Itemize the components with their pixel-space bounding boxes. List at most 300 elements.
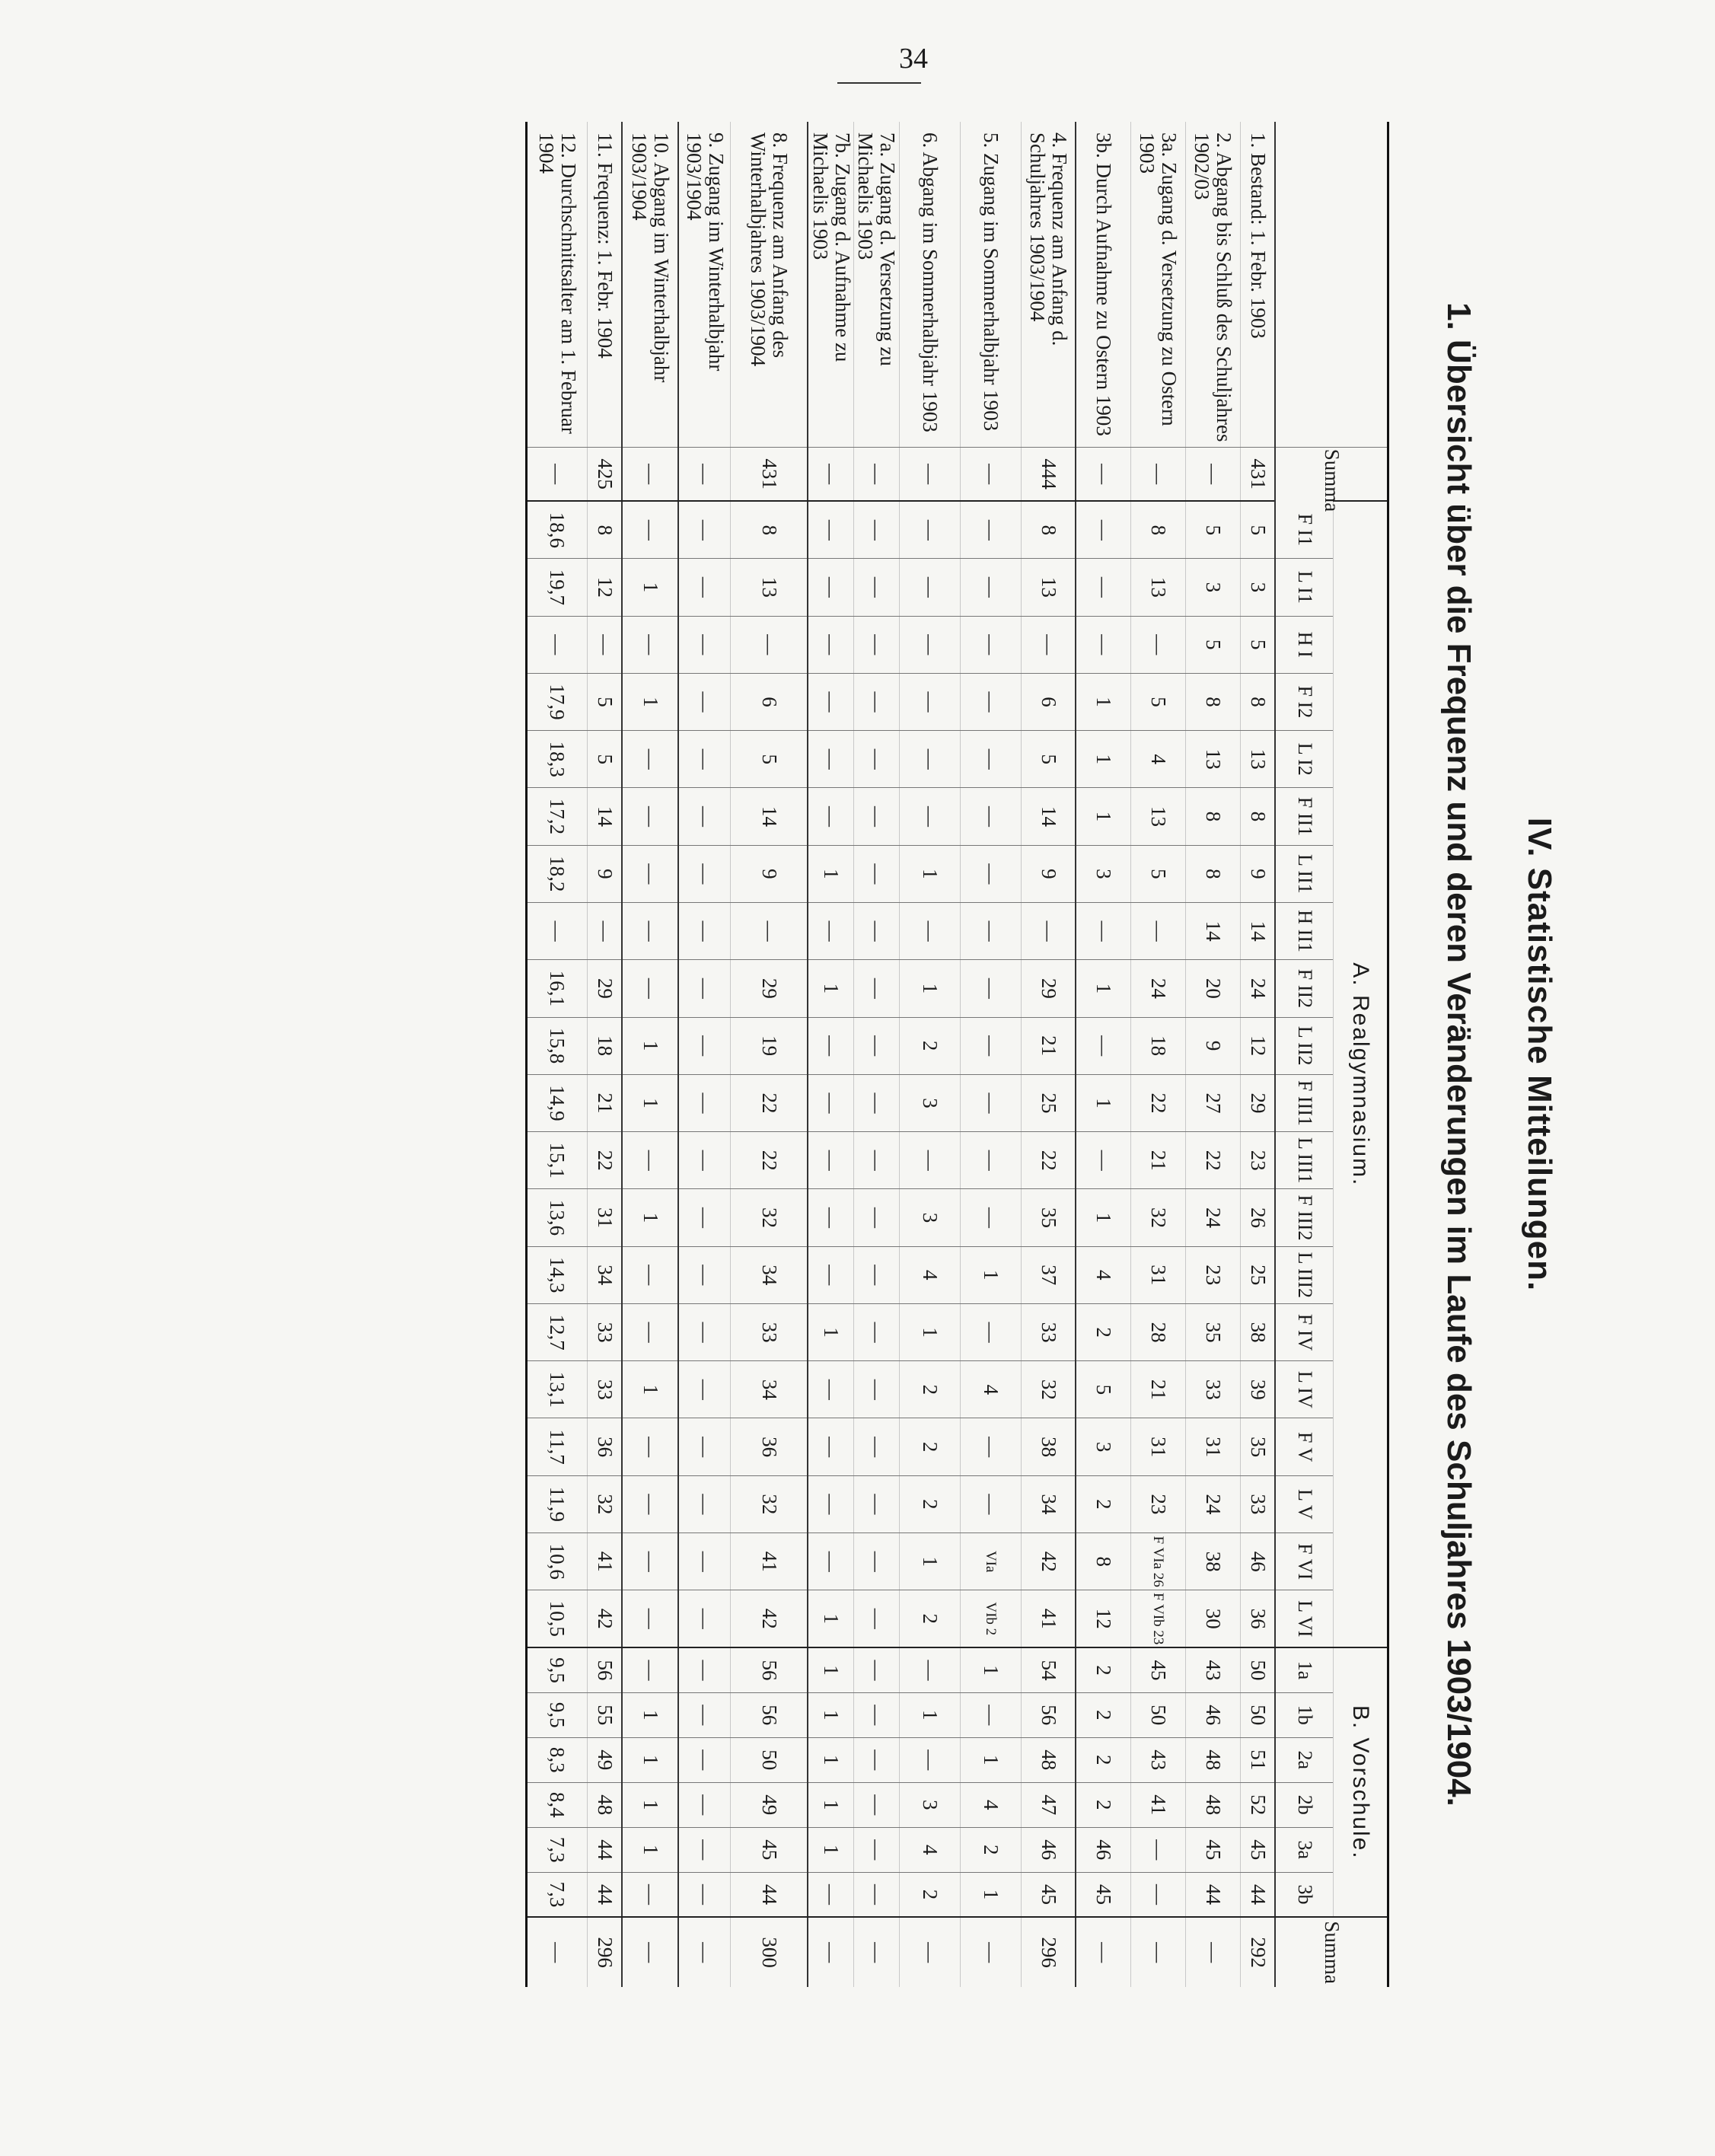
value-cell: 33 <box>588 1303 623 1360</box>
value-cell: 38 <box>1241 1303 1276 1360</box>
value-cell: — <box>679 731 731 788</box>
row-label <box>854 122 900 447</box>
value-cell: 22 <box>731 1132 808 1189</box>
value-cell: 44 <box>1241 1872 1276 1917</box>
value-cell: — <box>623 1590 679 1647</box>
value-cell: — <box>623 845 679 902</box>
value-cell: — <box>1022 902 1076 959</box>
value-cell: 9 <box>1241 845 1276 902</box>
class-header: 2b <box>1276 1782 1334 1827</box>
value-cell: 32 <box>731 1475 808 1532</box>
value-cell: 5 <box>1131 845 1186 902</box>
class-header: L I2 <box>1276 731 1334 788</box>
value-cell: 37 <box>1022 1246 1076 1303</box>
value-cell: — <box>854 1132 900 1189</box>
value-cell: 18 <box>588 1017 623 1074</box>
row-label <box>1131 122 1186 447</box>
table-title: 1. Übersicht über die Frequenz und deren Veränderungen im Laufe des Schuljahres 1903/1904. <box>1440 302 1478 1807</box>
summa-cell-right: 296 <box>1022 1917 1076 1987</box>
value-cell: 32 <box>588 1475 623 1532</box>
value-cell: — <box>623 1246 679 1303</box>
value-cell: 54 <box>1022 1647 1076 1692</box>
value-cell: — <box>900 673 961 730</box>
row-label <box>1076 122 1131 447</box>
value-cell: 6 <box>1022 673 1076 730</box>
value-cell: 2 <box>961 1827 1022 1872</box>
value-cell: 1 <box>623 559 679 616</box>
value-cell: 43 <box>1186 1647 1241 1692</box>
value-cell: — <box>679 1827 731 1872</box>
value-cell: 36 <box>1241 1590 1276 1647</box>
row-label <box>1241 122 1276 447</box>
value-cell: 29 <box>1241 1074 1276 1131</box>
value-cell: — <box>623 1647 679 1692</box>
value-cell: — <box>961 501 1022 558</box>
rotated-document <box>4 122 1633 1987</box>
value-cell: — <box>679 1590 731 1647</box>
value-cell: 10,5 <box>527 1590 588 1647</box>
value-cell: — <box>808 1246 854 1303</box>
value-cell: — <box>623 1303 679 1360</box>
value-cell: — <box>961 1418 1022 1475</box>
value-cell: 33 <box>1241 1475 1276 1532</box>
value-cell: 2 <box>1076 1475 1131 1532</box>
value-cell: 1 <box>808 1737 854 1782</box>
value-cell: 46 <box>1241 1533 1276 1590</box>
row-label <box>623 122 679 447</box>
value-cell: 14,9 <box>527 1074 588 1131</box>
value-cell: 50 <box>731 1737 808 1782</box>
value-cell: — <box>623 1533 679 1590</box>
value-cell: 5 <box>1131 673 1186 730</box>
value-cell: 1 <box>1076 960 1131 1017</box>
page-number: 34 <box>899 43 928 75</box>
value-cell: 35 <box>1241 1418 1276 1475</box>
value-cell: 48 <box>1186 1782 1241 1827</box>
value-cell: — <box>854 673 900 730</box>
value-cell: 1 <box>623 1692 679 1737</box>
value-cell: — <box>679 1782 731 1827</box>
value-cell: — <box>623 1872 679 1917</box>
value-cell: — <box>731 616 808 673</box>
value-cell: 4 <box>1076 1246 1131 1303</box>
value-cell: 46 <box>1186 1692 1241 1737</box>
value-cell: — <box>961 960 1022 1017</box>
value-cell: 2 <box>900 1418 961 1475</box>
value-cell: 2 <box>900 1590 961 1647</box>
value-cell: 29 <box>588 960 623 1017</box>
value-cell: 1 <box>808 960 854 1017</box>
value-cell: 23 <box>1241 1132 1276 1189</box>
value-cell: 10,6 <box>527 1533 588 1590</box>
value-cell: — <box>623 902 679 959</box>
value-cell: 3 <box>900 1189 961 1246</box>
class-header: F II1 <box>1276 788 1334 845</box>
row-label-text: 2. Abgang bis Schluß des Schuljahres 1902/03 <box>1191 132 1236 442</box>
value-cell: 14,3 <box>527 1246 588 1303</box>
value-cell: — <box>679 1418 731 1475</box>
class-header: 1a <box>1276 1647 1334 1692</box>
value-cell: 3 <box>1076 845 1131 902</box>
value-cell: — <box>679 1017 731 1074</box>
value-cell: 49 <box>588 1737 623 1782</box>
value-cell: 21 <box>1131 1132 1186 1189</box>
value-cell: — <box>900 559 961 616</box>
value-cell: — <box>808 1361 854 1418</box>
value-cell: VIa <box>961 1533 1022 1590</box>
value-cell: 29 <box>731 960 808 1017</box>
value-cell: 48 <box>1022 1737 1076 1782</box>
value-cell: 1 <box>1076 788 1131 845</box>
value-cell: 38 <box>1022 1418 1076 1475</box>
value-cell: 1 <box>1076 1189 1131 1246</box>
value-cell: 4 <box>961 1361 1022 1418</box>
summa-cell: 444 <box>1022 447 1076 501</box>
value-cell: 1 <box>623 1737 679 1782</box>
summa-cell-right: — <box>808 1917 854 1987</box>
value-cell: 17,2 <box>527 788 588 845</box>
value-cell: 12 <box>1241 1017 1276 1074</box>
value-cell: 3 <box>900 1782 961 1827</box>
class-header: L I1 <box>1276 559 1334 616</box>
value-cell: — <box>1076 902 1131 959</box>
value-cell: — <box>808 1074 854 1131</box>
value-cell: — <box>854 1303 900 1360</box>
value-cell: 5 <box>1022 731 1076 788</box>
value-cell: — <box>679 1475 731 1532</box>
summa-header: Summa <box>1276 447 1388 501</box>
value-cell: — <box>900 731 961 788</box>
value-cell: 32 <box>1131 1189 1186 1246</box>
value-cell: 45 <box>1131 1647 1186 1692</box>
value-cell: 33 <box>588 1361 623 1418</box>
value-cell: — <box>679 1872 731 1917</box>
value-cell: 1 <box>1076 1074 1131 1131</box>
value-cell: 34 <box>588 1246 623 1303</box>
table-row <box>900 122 961 1987</box>
value-cell: — <box>854 1782 900 1827</box>
value-cell: — <box>961 559 1022 616</box>
table-row <box>731 122 808 1987</box>
value-cell: 55 <box>588 1692 623 1737</box>
summa-cell: — <box>623 447 679 501</box>
value-cell: — <box>854 1590 900 1647</box>
value-cell: 22 <box>1022 1132 1076 1189</box>
value-cell: 21 <box>1022 1017 1076 1074</box>
value-cell: F VIa 26 <box>1131 1533 1186 1590</box>
value-cell: 12 <box>1076 1590 1131 1647</box>
class-header: 2a <box>1276 1737 1334 1782</box>
value-cell: — <box>679 960 731 1017</box>
row-label <box>900 122 961 447</box>
value-cell: 27 <box>1186 1074 1241 1131</box>
summa-cell: — <box>1186 447 1241 501</box>
value-cell: 16,1 <box>527 960 588 1017</box>
summa-cell: 431 <box>731 447 808 501</box>
value-cell: — <box>731 902 808 959</box>
value-cell: — <box>679 1361 731 1418</box>
value-cell: — <box>808 501 854 558</box>
value-cell: 36 <box>588 1418 623 1475</box>
value-cell: 22 <box>1131 1074 1186 1131</box>
summa-cell-right: — <box>1076 1917 1131 1987</box>
value-cell: — <box>623 501 679 558</box>
class-header: F III1 <box>1276 1074 1334 1131</box>
value-cell: 11,9 <box>527 1475 588 1532</box>
value-cell: — <box>808 1132 854 1189</box>
value-cell: 32 <box>1022 1361 1076 1418</box>
value-cell: — <box>854 501 900 558</box>
value-cell: 49 <box>731 1782 808 1827</box>
row-label-text: 3a. Zugang d. Versetzung zu Ostern 1903 <box>1136 132 1181 426</box>
value-cell: 1 <box>900 1692 961 1737</box>
value-cell: 34 <box>1022 1475 1076 1532</box>
row-label-text: 5. Zugang im Sommerhalbjahr 1903 <box>980 132 1003 432</box>
value-cell: 9,5 <box>527 1692 588 1737</box>
value-cell: — <box>854 1418 900 1475</box>
value-cell: 1 <box>900 1303 961 1360</box>
table-row <box>527 122 588 1987</box>
value-cell: 20 <box>1186 960 1241 1017</box>
group-a-header: A. Realgymnasium. <box>1334 501 1388 1647</box>
value-cell: 1 <box>808 845 854 902</box>
value-cell: — <box>623 616 679 673</box>
summa-cell: — <box>1076 447 1131 501</box>
value-cell: — <box>854 1074 900 1131</box>
value-cell: — <box>854 1189 900 1246</box>
value-cell: 22 <box>588 1132 623 1189</box>
value-cell: — <box>808 559 854 616</box>
value-cell: 12,7 <box>527 1303 588 1360</box>
value-cell: 31 <box>1186 1418 1241 1475</box>
value-cell: — <box>854 1827 900 1872</box>
value-cell: 31 <box>1131 1418 1186 1475</box>
value-cell: 8 <box>1076 1533 1131 1590</box>
value-cell: 31 <box>1131 1246 1186 1303</box>
value-cell: — <box>1076 1132 1131 1189</box>
class-header: L II2 <box>1276 1017 1334 1074</box>
value-cell: — <box>1076 559 1131 616</box>
value-cell: — <box>808 616 854 673</box>
row-label <box>808 122 854 447</box>
value-cell: 2 <box>900 1475 961 1532</box>
table-row <box>679 122 731 1987</box>
value-cell: — <box>854 902 900 959</box>
value-cell: — <box>854 788 900 845</box>
value-cell: 7,3 <box>527 1827 588 1872</box>
value-cell: 33 <box>1022 1303 1076 1360</box>
value-cell: 43 <box>1131 1737 1186 1782</box>
value-cell: 8 <box>1131 501 1186 558</box>
value-cell: 8 <box>1186 673 1241 730</box>
value-cell: — <box>679 1737 731 1782</box>
value-cell: — <box>961 1132 1022 1189</box>
value-cell: — <box>900 902 961 959</box>
class-header: 3b <box>1276 1872 1334 1917</box>
value-cell: — <box>854 1017 900 1074</box>
table-row <box>1131 122 1186 1987</box>
value-cell: 2 <box>1076 1782 1131 1827</box>
row-label-text: 9. Zugang im Winterhalbjahr 1903/1904 <box>682 132 728 372</box>
summa-header-right: Summa <box>1276 1917 1388 1987</box>
value-cell: 45 <box>1186 1827 1241 1872</box>
value-cell: 8 <box>1186 788 1241 845</box>
value-cell: 56 <box>731 1647 808 1692</box>
value-cell: — <box>961 902 1022 959</box>
value-cell: — <box>808 1533 854 1590</box>
value-cell: — <box>854 1533 900 1590</box>
value-cell: 41 <box>588 1533 623 1590</box>
value-cell: — <box>961 673 1022 730</box>
value-cell: 2 <box>1076 1737 1131 1782</box>
value-cell: — <box>900 788 961 845</box>
summa-cell-right: — <box>900 1917 961 1987</box>
row-label-text: 7b. Zugang d. Aufnahme zu Michaelis 1903 <box>808 132 854 362</box>
table-row <box>854 122 900 1987</box>
summa-cell-right: 300 <box>731 1917 808 1987</box>
value-cell: 36 <box>731 1418 808 1475</box>
summa-cell-right: — <box>527 1917 588 1987</box>
table-row <box>588 122 623 1987</box>
summa-cell: — <box>527 447 588 501</box>
value-cell: 45 <box>1241 1827 1276 1872</box>
value-cell: 25 <box>1241 1246 1276 1303</box>
value-cell: — <box>961 1017 1022 1074</box>
value-cell: 9 <box>1186 1017 1241 1074</box>
value-cell: 24 <box>1186 1189 1241 1246</box>
value-cell: 2 <box>1076 1303 1131 1360</box>
value-cell: 45 <box>1076 1872 1131 1917</box>
value-cell: — <box>679 501 731 558</box>
class-header: L III2 <box>1276 1246 1334 1303</box>
value-cell: — <box>527 902 588 959</box>
value-cell: — <box>679 788 731 845</box>
value-cell: 51 <box>1241 1737 1276 1782</box>
value-cell: — <box>961 1189 1022 1246</box>
value-cell: 18,6 <box>527 501 588 558</box>
value-cell: 1 <box>808 1782 854 1827</box>
value-cell: 7,3 <box>527 1872 588 1917</box>
summa-cell: — <box>900 447 961 501</box>
value-cell: — <box>1131 1827 1186 1872</box>
row-label <box>527 122 588 447</box>
value-cell: 14 <box>1186 902 1241 959</box>
value-cell: 1 <box>623 1361 679 1418</box>
value-cell: F VIb 23 <box>1131 1590 1186 1647</box>
table-row <box>1186 122 1241 1987</box>
value-cell: 8,3 <box>527 1737 588 1782</box>
value-cell: 35 <box>1186 1303 1241 1360</box>
value-cell: 28 <box>1131 1303 1186 1360</box>
value-cell: — <box>623 1475 679 1532</box>
value-cell: 1 <box>623 1074 679 1131</box>
class-header: F V <box>1276 1418 1334 1475</box>
value-cell: 1 <box>900 960 961 1017</box>
value-cell: — <box>679 1246 731 1303</box>
value-cell: 1 <box>900 845 961 902</box>
value-cell: 1 <box>623 1017 679 1074</box>
summa-cell-right: — <box>679 1917 731 1987</box>
value-cell: 44 <box>1186 1872 1241 1917</box>
value-cell: 13 <box>731 559 808 616</box>
class-header: H I <box>1276 616 1334 673</box>
value-cell: — <box>961 1692 1022 1737</box>
value-cell: — <box>1131 616 1186 673</box>
value-cell: 13 <box>1241 731 1276 788</box>
summa-cell-right: — <box>623 1917 679 1987</box>
row-label <box>588 122 623 447</box>
value-cell: — <box>1022 616 1076 673</box>
value-cell: — <box>679 1692 731 1737</box>
value-cell: 15,1 <box>527 1132 588 1189</box>
value-cell: — <box>808 902 854 959</box>
value-cell: — <box>679 1647 731 1692</box>
summa-cell-right: — <box>854 1917 900 1987</box>
table-row <box>961 122 1022 1987</box>
value-cell: — <box>854 1361 900 1418</box>
value-cell: 26 <box>1241 1189 1276 1246</box>
frequency-table <box>525 122 1389 1987</box>
value-cell: 1 <box>808 1692 854 1737</box>
value-cell: 50 <box>1241 1692 1276 1737</box>
value-cell: — <box>623 788 679 845</box>
row-label-text: 6. Abgang im Sommerhalbjahr 1903 <box>919 132 942 432</box>
value-cell: — <box>854 960 900 1017</box>
value-cell: 48 <box>588 1782 623 1827</box>
value-cell: — <box>900 501 961 558</box>
page-number-rule <box>837 82 921 84</box>
value-cell: 1 <box>961 1647 1022 1692</box>
table-row <box>1076 122 1131 1987</box>
value-cell: 1 <box>961 1737 1022 1782</box>
value-cell: 4 <box>961 1782 1022 1827</box>
value-cell: 21 <box>588 1074 623 1131</box>
value-cell: 5 <box>1186 501 1241 558</box>
value-cell: 45 <box>1022 1872 1076 1917</box>
row-label <box>1186 122 1241 447</box>
value-cell: 8 <box>1241 673 1276 730</box>
value-cell: 34 <box>731 1246 808 1303</box>
value-cell: 23 <box>1131 1475 1186 1532</box>
value-cell: 42 <box>731 1590 808 1647</box>
value-cell: — <box>623 960 679 1017</box>
value-cell: 1 <box>623 1189 679 1246</box>
value-cell: 2 <box>900 1017 961 1074</box>
value-cell: 9 <box>588 845 623 902</box>
class-header: F I2 <box>1276 673 1334 730</box>
value-cell: — <box>1076 1017 1131 1074</box>
value-cell: — <box>854 616 900 673</box>
value-cell: 13 <box>1186 731 1241 788</box>
row-label <box>1022 122 1076 447</box>
value-cell: 34 <box>731 1361 808 1418</box>
value-cell: — <box>623 731 679 788</box>
value-cell: 1 <box>623 1827 679 1872</box>
class-header: F III2 <box>1276 1189 1334 1246</box>
value-cell: — <box>679 559 731 616</box>
value-cell: 1 <box>1076 731 1131 788</box>
value-cell: 1 <box>1076 673 1131 730</box>
value-cell: 6 <box>731 673 808 730</box>
value-cell: 42 <box>1022 1533 1076 1590</box>
value-cell: 1 <box>808 1647 854 1692</box>
row-label-text: 1. Bestand: 1. Febr. 1903 <box>1246 132 1270 339</box>
value-cell: 13 <box>1131 788 1186 845</box>
summa-cell-right: 296 <box>588 1917 623 1987</box>
value-cell: 14 <box>1022 788 1076 845</box>
value-cell: 18,3 <box>527 731 588 788</box>
summa-cell-right: 292 <box>1241 1917 1276 1987</box>
